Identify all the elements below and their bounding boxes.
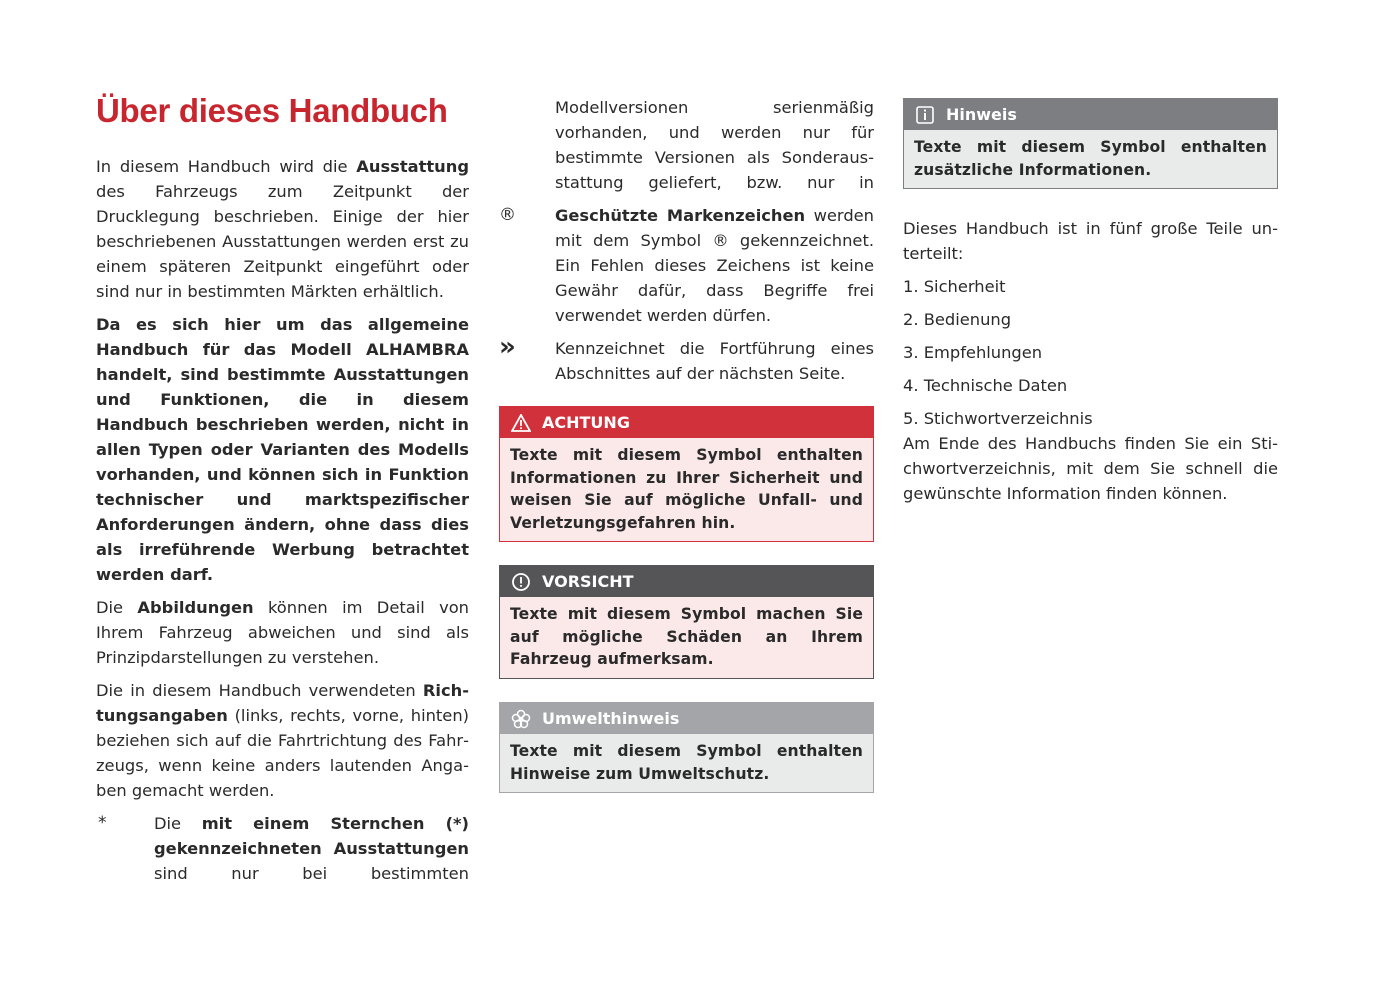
info-icon bbox=[914, 104, 936, 126]
list-item: 2. Bedienung bbox=[903, 310, 1012, 329]
manual-structure bbox=[903, 216, 1278, 514]
text: des Fahrzeugs zum Zeitpunkt der Drucklegung beschrieben. Einige der hier beschriebenen Ausstattungen werden erst zu einem späteren Zeitpunkt eingeführt oder sind nur in bestimmten Märkten erhältlich. bbox=[96, 182, 469, 301]
box-title: VORSICHT bbox=[542, 572, 634, 591]
asterisk-icon: * bbox=[98, 813, 107, 833]
text: Die bbox=[154, 814, 202, 833]
box-text: Texte mit diesem Symbol enthalten Hinweise zum Umweltschutz. bbox=[510, 742, 863, 783]
box-text: Texte mit diesem Symbol enthalten zusätzliche Informationen. bbox=[914, 138, 1267, 179]
text: Die bbox=[96, 598, 138, 617]
box-header bbox=[500, 407, 873, 438]
bold-text: Geschützte Markenzeichen bbox=[555, 206, 806, 225]
box-header bbox=[904, 99, 1277, 130]
registered-icon: ® bbox=[499, 205, 516, 225]
info-box-hinweis bbox=[903, 98, 1278, 189]
symbol-description-continued bbox=[555, 95, 874, 195]
symbol-description bbox=[154, 811, 469, 886]
text: werden mit dem Symbol ® gekennzeichnet. Ein Fehlen dieses Zeichens ist keine Gewähr dafür, dass Begriffe frei verwendet werden dürfen. bbox=[555, 206, 874, 325]
box-title: Hinweis bbox=[946, 105, 1017, 124]
paragraph bbox=[96, 678, 469, 803]
symbol-description bbox=[555, 336, 874, 386]
list-item: 3. Empfehlungen bbox=[903, 343, 1043, 362]
list-item: 1. Sicherheit bbox=[903, 277, 1006, 296]
paragraph bbox=[96, 595, 469, 670]
warning-triangle-icon bbox=[510, 412, 532, 434]
box-header bbox=[500, 703, 873, 734]
box-text: Texte mit diesem Symbol machen Sie auf mögliche Schäden an Ihrem Fahrzeug aufmerksam. bbox=[510, 605, 863, 668]
text: können im Detail von Ihrem Fahrzeug abweichen und sind als Prinzipdarstellungen zu verstehen. bbox=[96, 598, 469, 667]
symbol-item-registered bbox=[499, 203, 874, 336]
bold-text: Ausstattung bbox=[356, 157, 469, 176]
symbol-item-asterisk bbox=[96, 811, 469, 894]
bold-text: Da es sich hier um das allgemeine Handbuch für das Modell ALHAMBRA handelt, sind bestimmte Ausstattungen und Funktionen, die in diesem Handbuch beschrieben werden, nicht in allen Typen oder Varianten des Modells vorhanden, und können sich in Funktion technischer und marktspezifischer Anforderungen ändern, ohne dass dies als irreführende Werbung betrachtet werden darf. bbox=[96, 315, 469, 584]
asterisk-continuation bbox=[555, 95, 874, 203]
list-item: 5. Stichwortverzeichnis bbox=[903, 409, 1093, 428]
text: Die in diesem Handbuch verwendeten bbox=[96, 681, 423, 700]
text: Kennzeichnet die Fortführung eines Abschnittes auf der nächsten Seite. bbox=[555, 339, 874, 383]
text: In diesem Handbuch wird die bbox=[96, 157, 357, 176]
page-title: Über dieses Handbuch bbox=[96, 92, 448, 129]
paragraph bbox=[96, 154, 469, 304]
warning-box-achtung bbox=[499, 406, 874, 542]
symbol-description bbox=[555, 203, 874, 328]
intro-text bbox=[96, 154, 469, 894]
box-title: Umwelthinweis bbox=[542, 709, 680, 728]
continue-arrows-icon: » bbox=[499, 332, 516, 362]
paragraph bbox=[96, 312, 469, 587]
text: (links, rechts, vorne, hinten) beziehen sich auf die Fahrtrichtung des Fahrzeugs, wenn keine anders lautenden Angaben gemacht werden. bbox=[96, 706, 469, 800]
box-header bbox=[500, 566, 873, 597]
text: sind nur bei bestimmten bbox=[154, 864, 469, 883]
structure-outro: Am Ende des Handbuchs finden Sie ein Stichwortverzeichnis, mit dem Sie schnell die gewünschte Information finden können. bbox=[903, 434, 1278, 503]
list-item: 4. Technische Daten bbox=[903, 376, 1068, 395]
environment-box-umwelthinweis bbox=[499, 702, 874, 793]
symbol-list bbox=[499, 203, 874, 394]
exclamation-circle-icon bbox=[510, 571, 532, 593]
text: Modellversionen serienmäßig vorhanden, und werden nur für bestimmte Versionen als Sonderausstattung geliefert, bzw. nur in bbox=[555, 98, 874, 192]
bold-text: Abbildungen bbox=[137, 598, 254, 617]
bold-text: Richtungsangaben bbox=[96, 681, 469, 725]
parts-list bbox=[903, 274, 1278, 431]
box-title: ACHTUNG bbox=[542, 413, 630, 432]
structure-intro: Dieses Handbuch ist in fünf große Teile unterteilt: bbox=[903, 219, 1278, 263]
continued-text bbox=[555, 95, 874, 195]
symbol-item-continue bbox=[499, 332, 874, 394]
bold-text: mit einem Sternchen (*) gekennzeichneten Ausstattungen bbox=[154, 814, 469, 858]
flower-icon bbox=[510, 708, 532, 730]
box-text: Texte mit diesem Symbol enthalten Informationen zu Ihrer Sicherheit und weisen Sie auf mögliche Unfall- und Verletzungsgefahren hin. bbox=[510, 446, 863, 532]
caution-box-vorsicht bbox=[499, 565, 874, 679]
